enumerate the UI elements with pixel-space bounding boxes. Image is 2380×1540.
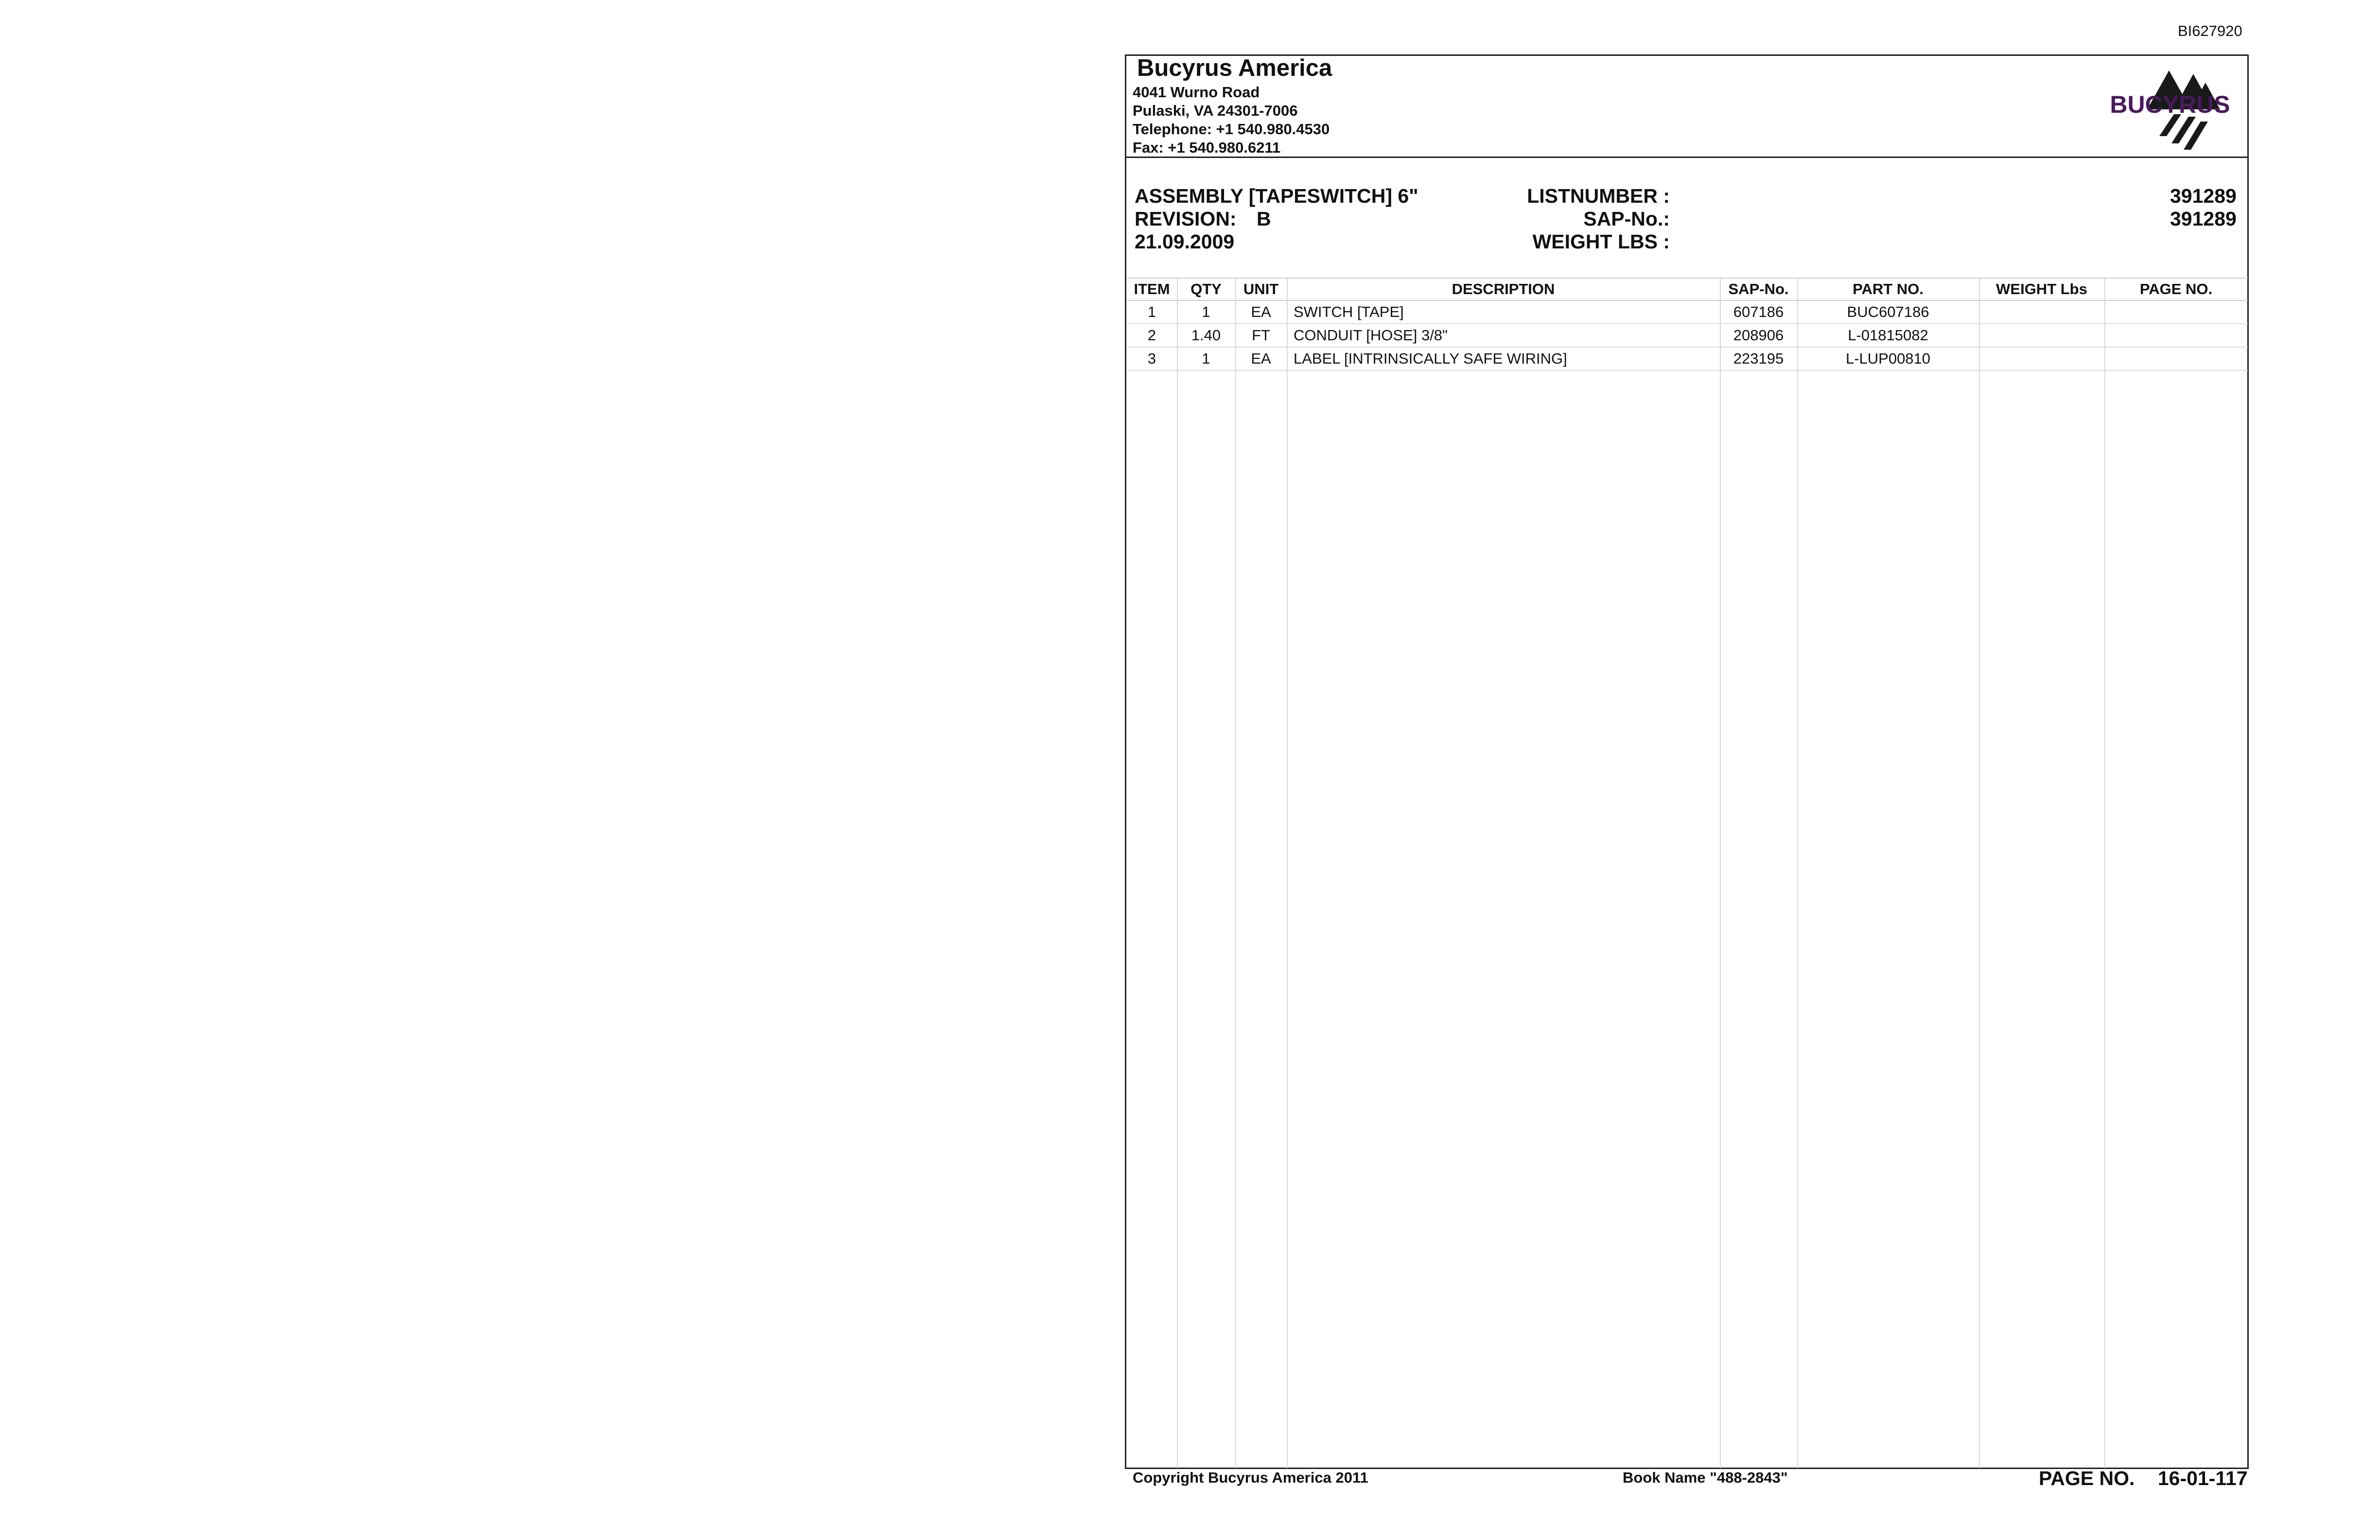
assembly-date: 21.09.2009 [1135, 230, 1235, 253]
header-qty: QTY [1177, 278, 1235, 300]
column-divider [1235, 279, 1236, 1468]
document-id: BI627920 [2178, 22, 2242, 39]
column-divider [1177, 279, 1178, 1468]
page-number [2039, 1467, 2248, 1490]
cell-sap-no: 208906 [1720, 324, 1797, 347]
header-unit: UNIT [1235, 278, 1287, 300]
header-page-no: PAGE NO. [2104, 278, 2248, 300]
assembly-title: ASSEMBLY [TAPESWITCH] 6" [1135, 185, 1418, 207]
table-row [1127, 300, 2248, 324]
column-divider [1720, 279, 1721, 1468]
header-part-no: PART NO. [1797, 278, 1979, 300]
address-line: Pulaski, VA 24301-7006 [1133, 102, 1298, 119]
cell-item: 2 [1127, 324, 1177, 347]
company-name: Bucyrus America [1137, 55, 1332, 81]
page-number-value: 16-01-117 [2157, 1467, 2248, 1489]
fax-line: Fax: +1 540.980.6211 [1133, 139, 1281, 156]
address-line: 4041 Wurno Road [1133, 84, 1260, 101]
parts-table [1127, 278, 2248, 371]
cell-weight [1979, 324, 2104, 347]
cell-weight [1979, 300, 2104, 324]
cell-sap-no: 223195 [1720, 347, 1797, 370]
cell-description: SWITCH [TAPE] [1287, 300, 1720, 324]
cell-page-no [2104, 324, 2248, 347]
cell-page-no [2104, 300, 2248, 324]
cell-weight [1979, 347, 2104, 370]
table-header-row [1127, 278, 2248, 300]
column-divider [2104, 279, 2105, 1468]
sheet-frame [1125, 54, 2249, 1469]
header-sap-no: SAP-No. [1720, 278, 1797, 300]
revision-label: REVISION: [1135, 208, 1237, 230]
column-divider [1979, 279, 1980, 1468]
logo-text: BUCYRUS [2110, 91, 2230, 118]
header-item: ITEM [1127, 278, 1177, 300]
revision-row [1135, 208, 1271, 230]
copyright-text: Copyright Bucyrus America 2011 [1133, 1469, 1368, 1486]
bucyrus-logo [2101, 63, 2240, 151]
header-weight: WEIGHT Lbs [1979, 278, 2104, 300]
cell-unit: EA [1235, 300, 1287, 324]
page-number-label: PAGE NO. [2039, 1467, 2135, 1489]
cell-item: 1 [1127, 300, 1177, 324]
listnumber-value: 391289 [2170, 185, 2237, 207]
cell-qty: 1.40 [1177, 324, 1235, 347]
cell-item: 3 [1127, 347, 1177, 370]
cell-page-no [2104, 347, 2248, 370]
table-row [1127, 347, 2248, 370]
revision-value: B [1257, 208, 1271, 230]
column-divider [1287, 279, 1288, 1468]
sap-value: 391289 [2170, 208, 2237, 230]
book-name: Book Name "488-2843" [1623, 1469, 1788, 1486]
header-divider [1125, 157, 2249, 158]
sap-label: SAP-No.: [1583, 208, 1670, 230]
telephone-line: Telephone: +1 540.980.4530 [1133, 121, 1330, 138]
cell-qty: 1 [1177, 300, 1235, 324]
cell-unit: FT [1235, 324, 1287, 347]
cell-part-no: L-01815082 [1797, 324, 1979, 347]
weight-label: WEIGHT LBS : [1532, 230, 1670, 253]
listnumber-label: LISTNUMBER : [1527, 185, 1670, 207]
header-description: DESCRIPTION [1287, 278, 1720, 300]
cell-description: LABEL [INTRINSICALLY SAFE WIRING] [1287, 347, 1720, 370]
cell-description: CONDUIT [HOSE] 3/8" [1287, 324, 1720, 347]
cell-sap-no: 607186 [1720, 300, 1797, 324]
cell-unit: EA [1235, 347, 1287, 370]
column-divider [1797, 279, 1798, 1468]
table-row [1127, 324, 2248, 347]
cell-part-no: BUC607186 [1797, 300, 1979, 324]
cell-qty: 1 [1177, 347, 1235, 370]
cell-part-no: L-LUP00810 [1797, 347, 1979, 370]
